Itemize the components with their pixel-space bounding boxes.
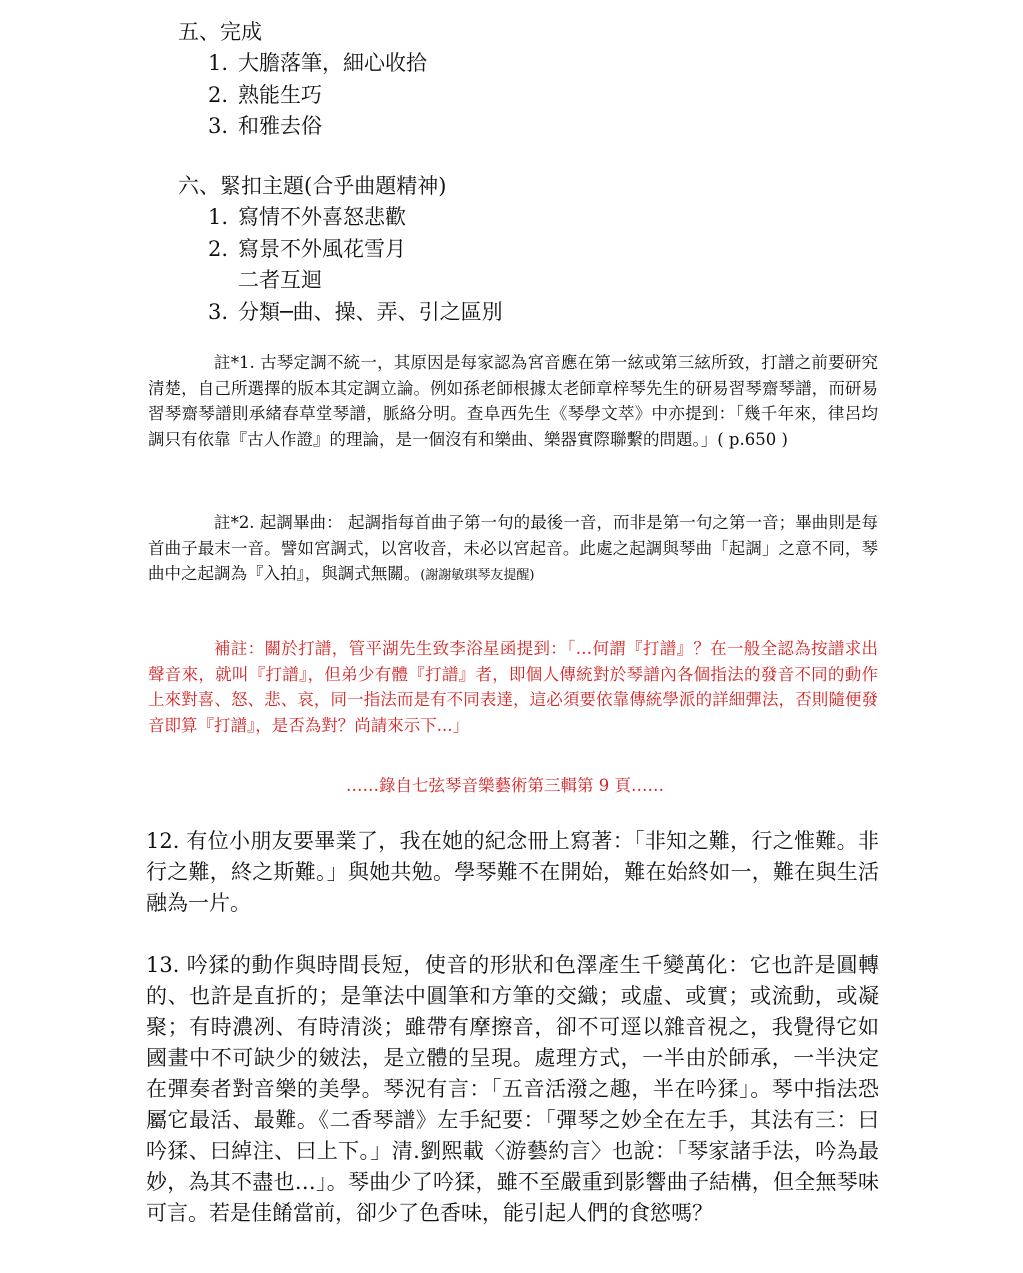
item-number: 1.: [208, 51, 229, 75]
list-item: [208, 110, 322, 140]
list-item: [208, 47, 427, 77]
item-text: 熟能生巧: [238, 83, 322, 107]
item-text: 二者互迴: [238, 268, 322, 292]
item-number: 2.: [208, 83, 229, 107]
list-item: [208, 264, 322, 294]
item-text: 寫景不外風花雪月: [238, 237, 406, 261]
paragraph-12: 12. 有位小朋友要畢業了，我在她的紀念冊上寫著：「非知之難，行之惟難。非行之難，終之斯難。」與她共勉。學琴難不在開始，難在始終如一，難在與生活融為一片。: [146, 829, 879, 915]
item-text: 寫情不外喜怒悲歡: [238, 205, 406, 229]
section-5-heading: 五、完成: [178, 20, 262, 44]
item-text: 和雅去俗: [238, 114, 322, 138]
item-number: 1.: [208, 205, 229, 229]
list-item: [208, 201, 406, 231]
source-citation: ……錄自七弦琴音樂藝術第三輯第 9 頁……: [346, 776, 664, 795]
item-text: 大膽落筆，細心收拾: [238, 51, 427, 75]
item-text: 分類─曲、操、弄、引之區別: [238, 300, 503, 324]
paragraph-13: 13. 吟猱的動作與時間長短，使音的形狀和色澤產生千變萬化：它也許是圓轉的、也許是直折的；是筆法中圓筆和方筆的交織；或虛、或實；或流動，或凝聚；有時濃冽、有時清淡；雖帶有摩擦音，卻不可逕以雜音視之，我覺得它如國畫中不可缺少的皴法，是立體的呈現。處理方式，一半由於師承，一半決定在彈奏者對音樂的美學。琴況有言：「五音活潑之趣，半在吟猱」。琴中指法恐屬它最活、最難。《二香琴譜》左手紀要：「彈琴之妙全在左手，其法有三：曰吟猱、曰綽注、曰上下。」清.劉熙載〈游藝約言〉也說：「琴家諸手法，吟為最妙，為其不盡也…」。琴曲少了吟猱，雖不至嚴重到影響曲子結構，但全無琴味可言。若是佳餚當前，卻少了色香味，能引起人們的食慾嗎？: [146, 953, 879, 1225]
supplementary-note: 補註：關於打譜，管平湖先生致李浴星函提到：「…何謂『打譜』？在一般全認為按譜求出聲音來，就叫『打譜』，但弟少有體『打譜』者，即個人傳統對於琴譜內各個指法的發音不同的動作上來對喜、怒、悲、哀，同一指法而是有不同表達，這必須要依靠傳統學派的詳細彈法，否則隨便發音即算『打譜』，是否為對？尚請來示下...」: [148, 639, 878, 735]
footnote-2-text: 註*2. 起調畢曲： 起調指每首曲子第一句的最後一音，而非是第一句之第一音；畢曲則是每首曲子最末一音。譬如宮調式，以宮收音，未必以宮起音。此處之起調與琴曲「起調」之意不同，琴曲中之起調為『入拍』，與調式無關。: [148, 513, 878, 583]
list-item: [208, 296, 503, 326]
list-item: [208, 233, 406, 263]
footnote-2: [148, 510, 878, 589]
footnote-2-credit: (謝謝敏琪琴友提醒): [420, 568, 535, 583]
list-item: [208, 79, 322, 109]
item-number: 3.: [208, 300, 229, 324]
footnote-1: 註*1. 古琴定調不統一，其原因是每家認為宮音應在第一絃或第三絃所致，打譜之前要研究清楚，自己所選擇的版本其定調立論。例如孫老師根據太老師章梓琴先生的研易習琴齋琴譜，而研易習琴齋琴譜則承緒春草堂琴譜，脈絡分明。查阜西先生《琴學文萃》中亦提到：「幾千年來，律呂均調只有依靠『古人作證』的理論，是一個沒有和樂曲、樂器實際聯繫的問題。」( p.650 ): [148, 353, 878, 449]
item-number: 3.: [208, 114, 229, 138]
section-6-heading: 六、緊扣主題(合乎曲題精神): [178, 174, 447, 198]
item-number: 2.: [208, 237, 229, 261]
